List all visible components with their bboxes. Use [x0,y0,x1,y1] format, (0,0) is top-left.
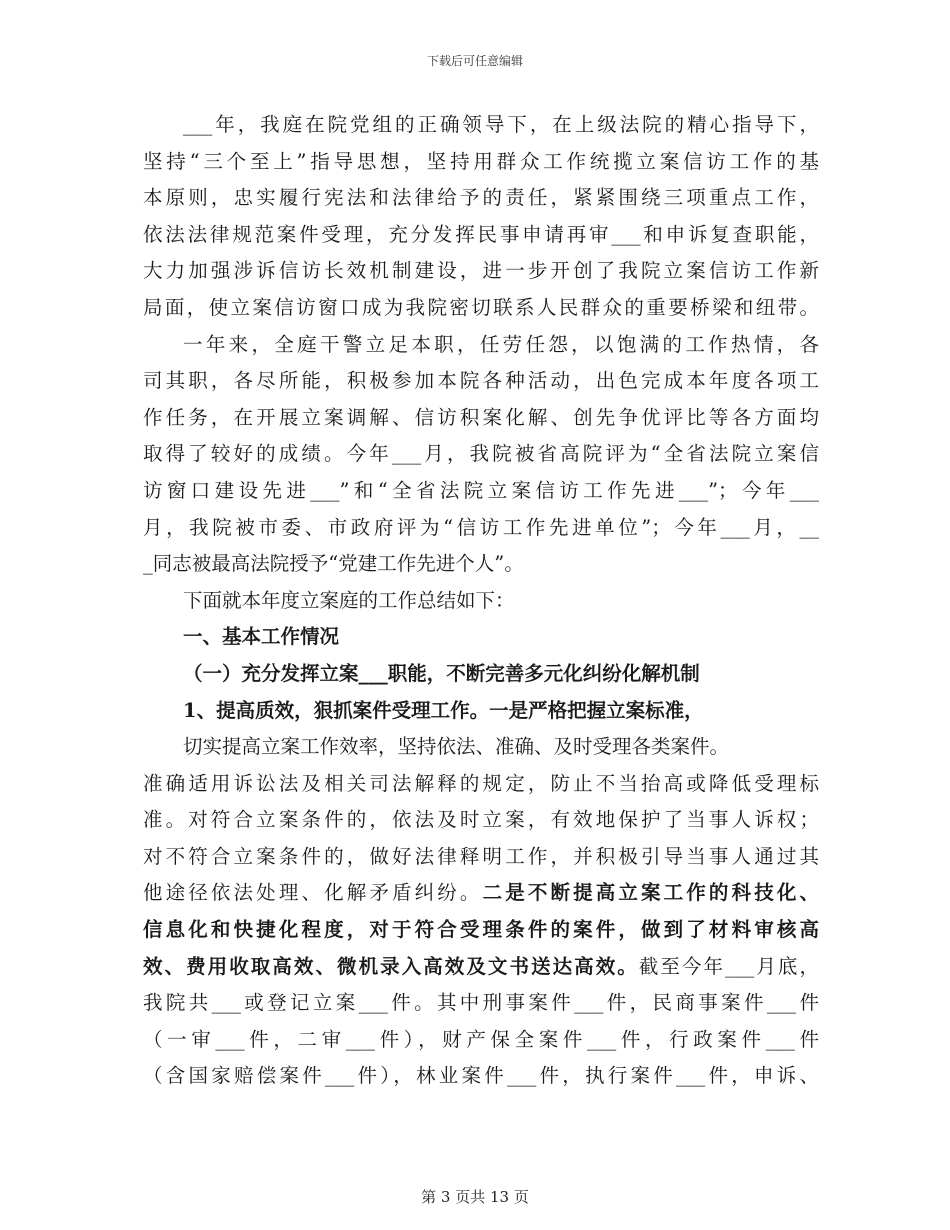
section-heading: 一、基本工作情况 [183,625,340,649]
text-line-mixed [143,949,819,986]
text-line: 司其职，各尽所能，积极参加本院各种活动，出色完成本年度各项工 [143,369,819,393]
text-line: 对不符合立案条件的，做好法律释明工作，并积极引导当事人通过其 [143,844,819,868]
document-body [143,107,819,1095]
text-line: （一审___件，二审___件），财产保全案件___件，行政案件___件 [143,1027,819,1051]
bold-segment: 效、费用收取高效、微机录入高效及文书送达高效。 [143,954,639,978]
text-line: （含国家赔偿案件___件），林业案件___件，执行案件___件，申诉、 [143,1064,819,1088]
text-line-mixed [143,875,819,912]
text-line: 局面，使立案信访窗口成为我院密切联系人民群众的重要桥梁和纽带。 [143,295,819,319]
text-segment: 截至今年___月底， [638,954,819,978]
page-footer: 第 3 页共 13 页 [421,1188,529,1206]
subsection-heading: （一）充分发挥立案___职能，不断完善多元化纠纷化解机制 [183,661,700,685]
text-line: 切实提高立案工作效率，坚持依法、准确、及时受理各类案件。 [183,735,730,759]
text-line: _同志被最高法院授予“党建工作先进个人”。 [143,552,524,576]
bold-segment: 二是不断提高立案工作的科技化、 [482,881,819,905]
text-line: 访窗口建设先进___”和“全省法院立案信访工作先进___”；今年___ [143,478,819,502]
text-line: 依法法律规范案件受理，充分发挥民事申请再审___和申诉复查职能， [143,222,819,246]
text-line: 坚持“三个至上”指导思想，坚持用群众工作统揽立案信访工作的基 [143,149,819,173]
bold-text-line: 信息化和快捷化程度，对于符合受理条件的案件，做到了材料审核高 [143,918,819,942]
page-header: 下载后可任意编辑 [426,54,523,68]
text-line: 我院共___或登记立案___件。其中刑事案件___件，民商事案件___件 [143,991,819,1015]
text-line: 大力加强涉诉信访长效机制建设，进一步开创了我院立案信访工作新 [143,259,819,283]
text-line: 一年来，全庭干警立足本职，任劳任怨，以饱满的工作热情，各 [183,332,819,356]
text-line: 准确适用诉讼法及相关司法解释的规定，防止不当抬高或降低受理标 [143,771,819,795]
text-line: 取得了较好的成绩。今年___月，我院被省高院评为“全省法院立案信 [143,442,819,466]
text-line: 下面就本年度立案庭的工作总结如下： [183,588,515,612]
text-line: 作任务，在开展立案调解、信访积案化解、创先争优评比等各方面均 [143,405,819,429]
text-line: 准。对符合立案条件的，依法及时立案，有效地保护了当事人诉权； [143,808,819,832]
text-segment: 他途径依法处理、化解矛盾纠纷。 [143,881,483,905]
text-line: ___年，我庭在院党组的正确领导下，在上级法院的精心指导下， [183,113,819,136]
item-heading: 1、提高质效，狠抓案件受理工作。一是严格把握立案标准， [183,698,704,722]
text-line: 月，我院被市委、市政府评为“信访工作先进单位”；今年___月，__ [143,515,819,539]
text-line: 本原则，忠实履行宪法和法律给予的责任，紧紧围绕三项重点工作， [143,186,819,210]
